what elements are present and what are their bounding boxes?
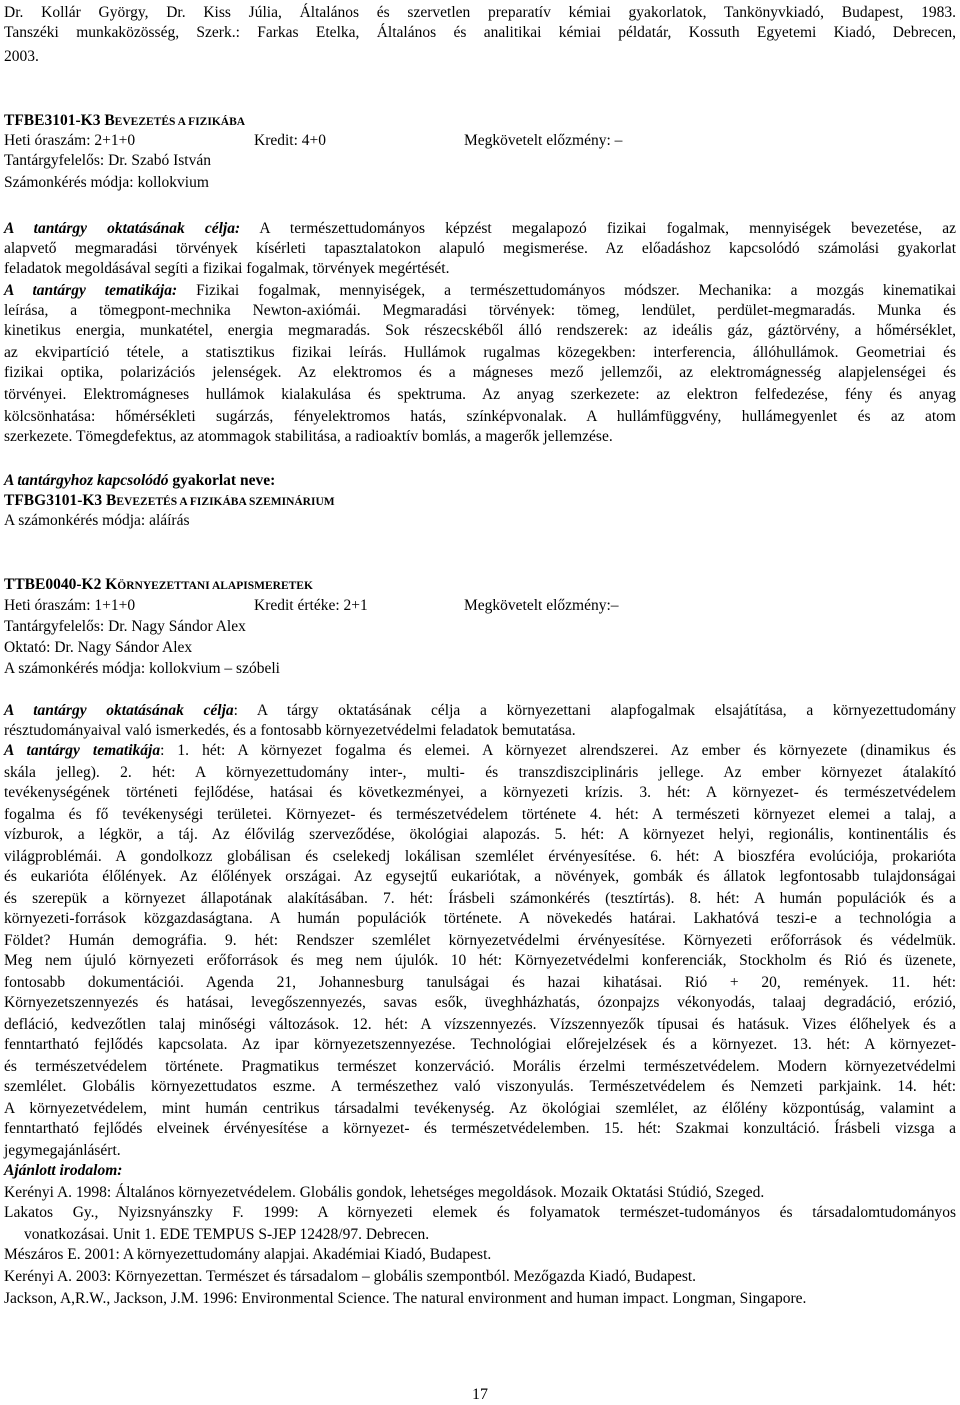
- course-title: TFBE3101-K3 BEVEZETÉS A FIZIKÁBA: [4, 112, 246, 129]
- credit: Kredit: 4+0: [254, 132, 327, 149]
- prerequisite: Megkövetelt előzmény: –: [464, 132, 623, 149]
- course-meta-row: [4, 131, 956, 151]
- reference-line: Dr. Kollár György, Dr. Kiss Júlia, Általános és szervetlen preparatív kémiai gyakorlatok, Tankönyvkiadó, Budapest, 1983.: [4, 4, 956, 21]
- topics-line: Földet? Humán demográfia. 9. hét: Rendszer szemlélet környezetvédelmi érvényesítése. Környezeti erőforrások és védelmük.: [4, 932, 956, 949]
- topics-line: az ekvipartíció tétele, a statisztikus fizikai leírás. Hullámok rugalmas közegekben: interferencia, állóhullámok. Geometriai és: [4, 344, 956, 361]
- reference-line: Tanszéki munkaközösség, Szerk.: Farkas Etelka, Általános és analitikai kémiai példatár, Kossuth Egyetemi Kiadó, Debrecen,: [4, 24, 956, 41]
- practice-label: A tantárgyhoz kapcsolódó gyakorlat neve:: [4, 472, 276, 489]
- literature-heading: Ajánlott irodalom:: [4, 1162, 123, 1179]
- reference-line: 2003.: [4, 48, 39, 65]
- aim-line: A tantárgy oktatásának célja: A tárgy oktatásának célja a környezettani alapfogalmak elsajátítása, a környezettudomány: [4, 702, 957, 719]
- topics-line: Környezetszennyezés és hatásai, levegőszennyezés, savas esők, üveghházhatás, ózonpajzs vékonyodás, talaaj degradáció, erózió,: [4, 994, 956, 1011]
- topics-line: és természetvédelem története. Pragmatikus természet konzerváció. Morális érzelmi természetvédelem. Modern környezetvédelmi: [4, 1058, 956, 1075]
- topics-line: környezeti-források közgazdaságtana. A humán populációk története. A növekedés határai. Lakhatóvá teszi-e a technológia a: [4, 910, 956, 927]
- topics-line: világproblémái. A gondolkozz globálisan és cselekedj lokálisan szemlélet érvényesítése. 6. hét: A bioszféra evolúciója, prokarióta: [4, 848, 956, 865]
- exam-type: Számonkérés módja: kollokvium: [4, 174, 209, 191]
- literature-item: Kerényi A. 1998: Általános környezetvédelem. Globális gondok, lehetséges megoldások. Mozaik Oktatási Stúdió, Szeged.: [4, 1184, 765, 1201]
- topics-line: fenntartható fejlődés kapcsolata. Az ipar környezetszennyezése. Technológiai előrejelzések és a környezet. 13. hét: A környezet-: [4, 1036, 956, 1053]
- hours: Heti óraszám: 1+1+0: [4, 597, 136, 614]
- topics-line: szerkezete. Tömegdefektus, az atommagok stabilitása, a radioaktív bomlás, a magerők jellemzése.: [4, 428, 613, 445]
- exam-type: A számonkérés módja: kollokvium – szóbeli: [4, 660, 280, 677]
- aim-line: résztudományaival való ismerkedés, és a fontosabb környezetvédelmi feladatok bemutatása.: [4, 722, 576, 739]
- aim-line: feladatok megoldásával segíti a fizikai fogalmak, törvények megértését.: [4, 260, 450, 277]
- topics-line: vízburok, a légkör, a táj. Az élővilág szerveződése, ökológiai alapozás. 5. hét: A környezet helyi, regionális, kontinentális és: [4, 826, 956, 843]
- course-responsible: Tantárgyfelelős: Dr. Nagy Sándor Alex: [4, 618, 246, 635]
- topics-line: Meg nem újuló környezeti erőforrások és meg nem újulók. 10 hét: Környezetvédelmi konferenciák, Stockholm és Rió és üzenete,: [4, 952, 956, 969]
- topics-line: szemlélet. Globális környezettudatos eszme. A természethez való viszonyulás. Természetvédelem és Nemzeti parkjaink. 14. hét:: [4, 1078, 956, 1095]
- topics-line: kinetikus energia, munkatétel, energia megmaradás. Sok részecskéből álló rendszerek: az ideális gáz, gáztörvény, a hőmérséklet,: [4, 322, 956, 339]
- credit: Kredit értéke: 2+1: [254, 597, 368, 614]
- topics-line: leírása, a tömegpont-mechnika Newton-axiómái. Megmaradási törvények: tömeg, lendület, perdület-megmaradás. Munka és: [4, 302, 956, 319]
- literature-item-continued: vonatkozásai. Unit 1. EDE TEMPUS S-JEP 12428/97. Debrecen.: [24, 1226, 430, 1243]
- aim-line: A tantárgy oktatásának célja: A természettudományos képzést megalapozó fizikai fogalmak, mennyiségek bevezetése, az: [4, 220, 956, 237]
- course-meta-row: [4, 596, 956, 616]
- literature-item: Mészáros E. 2001: A környezettudomány alapjai. Akadémiai Kiadó, Budapest.: [4, 1246, 492, 1263]
- topics-line: fenntartható fejlődés elveinek érvényesítése a környezet- és természetvédelemben. 15. hét: Szakmai konzultáció. Írásbeli vizsga a: [4, 1120, 956, 1137]
- topics-line: kölcsönhatása: hőmérsékleti sugárzás, fényelektromos hatás, színképvonalak. A hullámfüggvény, hullámegyenlet és az atom: [4, 408, 956, 425]
- course-title: TTBE0040-K2 KÖRNYEZETTANI ALAPISMERETEK: [4, 576, 313, 593]
- topics-line: fogalma és fő tevékenységi területei. Környezet- és természetvédelem története 4. hét: A természeti környezet elemei a talaj, a: [4, 806, 956, 823]
- literature-item: Jackson, A,R.W., Jackson, J.M. 1996: Environmental Science. The natural environment and human impact. Longman, Singapore.: [4, 1290, 807, 1307]
- hours: Heti óraszám: 2+1+0: [4, 132, 136, 149]
- topics-line: defláció, kedvezőtlen talaj minőségi változások. 12. hét: A vízszennyezés. Vízszennyezők típusai és hatásuk. Vizes élőhelyek és a: [4, 1016, 956, 1033]
- page-number: 17: [472, 1386, 488, 1403]
- literature-item: Kerényi A. 2003: Környezettan. Természet és társadalom – globális szempontból. Mezőgazda Kiadó, Budapest.: [4, 1268, 697, 1285]
- topics-line: tevékenységének történeti fejlődése, hatásai és következményei, a környezeti krízis. 3. hét: A környezet- és természetvédelem: [4, 784, 956, 801]
- literature-item: Lakatos Gy., Nyizsnyánszky F. 1999: A környezeti elemek és folyamatok természet-tudományos és társadalomtudományos: [4, 1204, 956, 1221]
- aim-line: alapvető megmaradási törvények kísérleti tapasztalatokon alapuló megismerése. Az előadáshoz kapcsolódó számolási gyakorlat: [4, 240, 956, 257]
- topics-line: fizikai optika, polarizációs jelenségek. Az elektromos és a mágneses mező jellemzői, az elektromágnesség alapjelenségei és: [4, 364, 956, 381]
- topics-line: A tantárgy tematikája: 1. hét: A környezet fogalma és elemei. A környezet alrendszerei. Az ember és környezete (dinamikus és: [4, 742, 956, 759]
- topics-line: A tantárgy tematikája: Fizikai fogalmak, mennyiségek, a természettudományos módszer. Mechanika: a mozgás kinematikai: [4, 282, 957, 299]
- topics-line: jegymegajánlásért.: [4, 1142, 121, 1159]
- topics-line: és eukarióta élőlények. Az élőlények országai. Az egysejtű eukariótak, a növények, gombák és állatok legfontosabb tulajdonságai: [4, 868, 956, 885]
- course-responsible: Tantárgyfelelős: Dr. Szabó István: [4, 152, 211, 169]
- practice-exam: A számonkérés módja: aláírás: [4, 512, 190, 529]
- topics-line: fontosabb dokumentációi. Agenda 21, Johannesburg tanulságai és hazai kihatásai. Rió + 20, remények. 11. hét:: [4, 974, 956, 991]
- topics-line: törvényei. Elektromágneses hullámok kialakulása és spektruma. Az anyag szerkezete: az elektron felfedezése, fény és anyag: [4, 386, 956, 403]
- topics-line: skála jelleg). 2. hét: A környezettudomány inter-, multi- és transzdiszciplináris jellege. Az ember környezet átalakító: [4, 764, 956, 781]
- topics-line: és szerepük a környezet állapotának alakításában. 7. hét: Írásbeli számonkérés (tesztírtás). 8. hét: A humán populációk és a: [4, 890, 956, 907]
- practice-title: TFBG3101-K3 BEVEZETÉS A FIZIKÁBA SZEMINÁRIUM: [4, 492, 335, 509]
- prerequisite: Megkövetelt előzmény:–: [464, 597, 619, 614]
- course-teacher: Oktató: Dr. Nagy Sándor Alex: [4, 639, 193, 656]
- topics-line: A környezetvédelem, mint humán centrikus társadalmi tevékenység. Az ökológiai szemlélet, az élőlény központúság, valamint a: [4, 1100, 956, 1117]
